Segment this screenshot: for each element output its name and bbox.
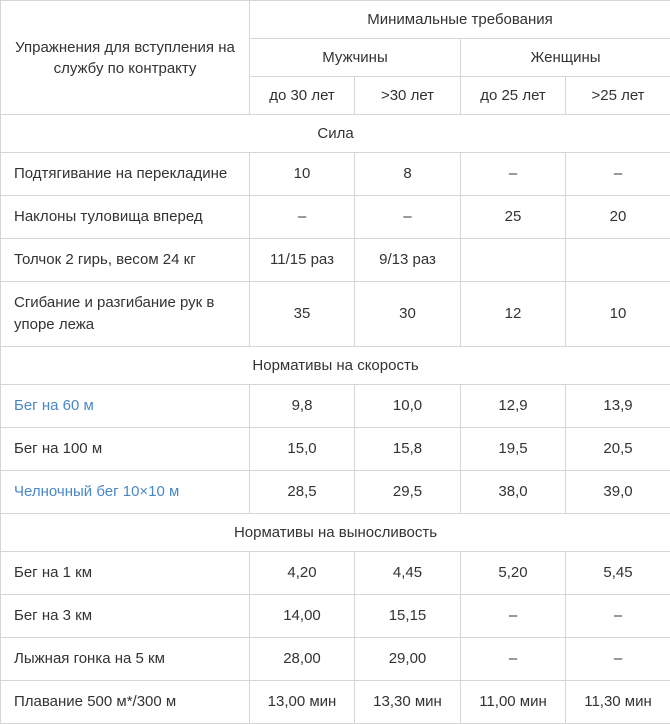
value-cell bbox=[461, 239, 566, 282]
value-cell: 8 bbox=[355, 153, 461, 196]
table-body bbox=[1, 115, 670, 724]
age-header-men-over30: >30 лет bbox=[355, 77, 461, 115]
value-cell: – bbox=[566, 153, 670, 196]
value-cell: – bbox=[461, 595, 566, 638]
table-row bbox=[1, 681, 670, 724]
value-cell: 13,00 мин bbox=[250, 681, 355, 724]
table-row bbox=[1, 595, 670, 638]
table-row bbox=[1, 638, 670, 681]
table-row bbox=[1, 471, 670, 514]
group-header-women: Женщины bbox=[461, 39, 670, 77]
header-row-main bbox=[1, 1, 670, 39]
group-header-men: Мужчины bbox=[250, 39, 461, 77]
value-cell: 15,0 bbox=[250, 428, 355, 471]
value-cell: 20,5 bbox=[566, 428, 670, 471]
age-header-women-under25: до 25 лет bbox=[461, 77, 566, 115]
exercise-label: Лыжная гонка на 5 км bbox=[1, 638, 250, 681]
exercise-label: Бег на 100 м bbox=[1, 428, 250, 471]
exercise-label: Сгибание и разгибание рук в упоре лежа bbox=[1, 282, 250, 347]
age-header-men-under30: до 30 лет bbox=[250, 77, 355, 115]
table-row bbox=[1, 552, 670, 595]
section-title: Нормативы на скорость bbox=[1, 347, 670, 385]
value-cell: 11/15 раз bbox=[250, 239, 355, 282]
value-cell: – bbox=[250, 196, 355, 239]
value-cell: – bbox=[461, 638, 566, 681]
value-cell: 5,20 bbox=[461, 552, 566, 595]
value-cell: 4,20 bbox=[250, 552, 355, 595]
section-header-row bbox=[1, 347, 670, 385]
section-title: Нормативы на выносливость bbox=[1, 514, 670, 552]
table-row bbox=[1, 428, 670, 471]
exercise-label: Толчок 2 гирь, весом 24 кг bbox=[1, 239, 250, 282]
corner-header: Упражнения для вступления на службу по контракту bbox=[1, 1, 250, 115]
value-cell: 20 bbox=[566, 196, 670, 239]
value-cell: 28,5 bbox=[250, 471, 355, 514]
main-header: Минимальные требования bbox=[250, 1, 670, 39]
value-cell: 14,00 bbox=[250, 595, 355, 638]
exercise-label: Плавание 500 м*/300 м bbox=[1, 681, 250, 724]
value-cell: 30 bbox=[355, 282, 461, 347]
value-cell: 39,0 bbox=[566, 471, 670, 514]
value-cell: – bbox=[566, 595, 670, 638]
exercise-link[interactable]: Бег на 60 м bbox=[1, 385, 250, 428]
value-cell: – bbox=[355, 196, 461, 239]
value-cell: – bbox=[461, 153, 566, 196]
value-cell: 9,8 bbox=[250, 385, 355, 428]
value-cell: 11,30 мин bbox=[566, 681, 670, 724]
exercise-label: Наклоны туловища вперед bbox=[1, 196, 250, 239]
section-header-row bbox=[1, 514, 670, 552]
value-cell: 35 bbox=[250, 282, 355, 347]
value-cell: 5,45 bbox=[566, 552, 670, 595]
value-cell: 12,9 bbox=[461, 385, 566, 428]
table-row bbox=[1, 385, 670, 428]
value-cell: 29,00 bbox=[355, 638, 461, 681]
exercise-label: Подтягивание на перекладине bbox=[1, 153, 250, 196]
table-row bbox=[1, 153, 670, 196]
value-cell: 29,5 bbox=[355, 471, 461, 514]
section-header-row bbox=[1, 115, 670, 153]
value-cell: 9/13 раз bbox=[355, 239, 461, 282]
value-cell: 15,8 bbox=[355, 428, 461, 471]
value-cell: 28,00 bbox=[250, 638, 355, 681]
value-cell: 25 bbox=[461, 196, 566, 239]
exercise-link[interactable]: Челночный бег 10×10 м bbox=[1, 471, 250, 514]
value-cell: 4,45 bbox=[355, 552, 461, 595]
exercise-label: Бег на 3 км bbox=[1, 595, 250, 638]
value-cell: – bbox=[566, 638, 670, 681]
value-cell: 19,5 bbox=[461, 428, 566, 471]
table-row bbox=[1, 239, 670, 282]
value-cell: 10,0 bbox=[355, 385, 461, 428]
table-row bbox=[1, 282, 670, 347]
section-title: Сила bbox=[1, 115, 670, 153]
value-cell: 38,0 bbox=[461, 471, 566, 514]
value-cell: 10 bbox=[566, 282, 670, 347]
table-row bbox=[1, 196, 670, 239]
age-header-women-over25: >25 лет bbox=[566, 77, 670, 115]
value-cell: 12 bbox=[461, 282, 566, 347]
value-cell: 10 bbox=[250, 153, 355, 196]
value-cell bbox=[566, 239, 670, 282]
value-cell: 15,15 bbox=[355, 595, 461, 638]
value-cell: 13,9 bbox=[566, 385, 670, 428]
exercise-label: Бег на 1 км bbox=[1, 552, 250, 595]
value-cell: 13,30 мин bbox=[355, 681, 461, 724]
value-cell: 11,00 мин bbox=[461, 681, 566, 724]
